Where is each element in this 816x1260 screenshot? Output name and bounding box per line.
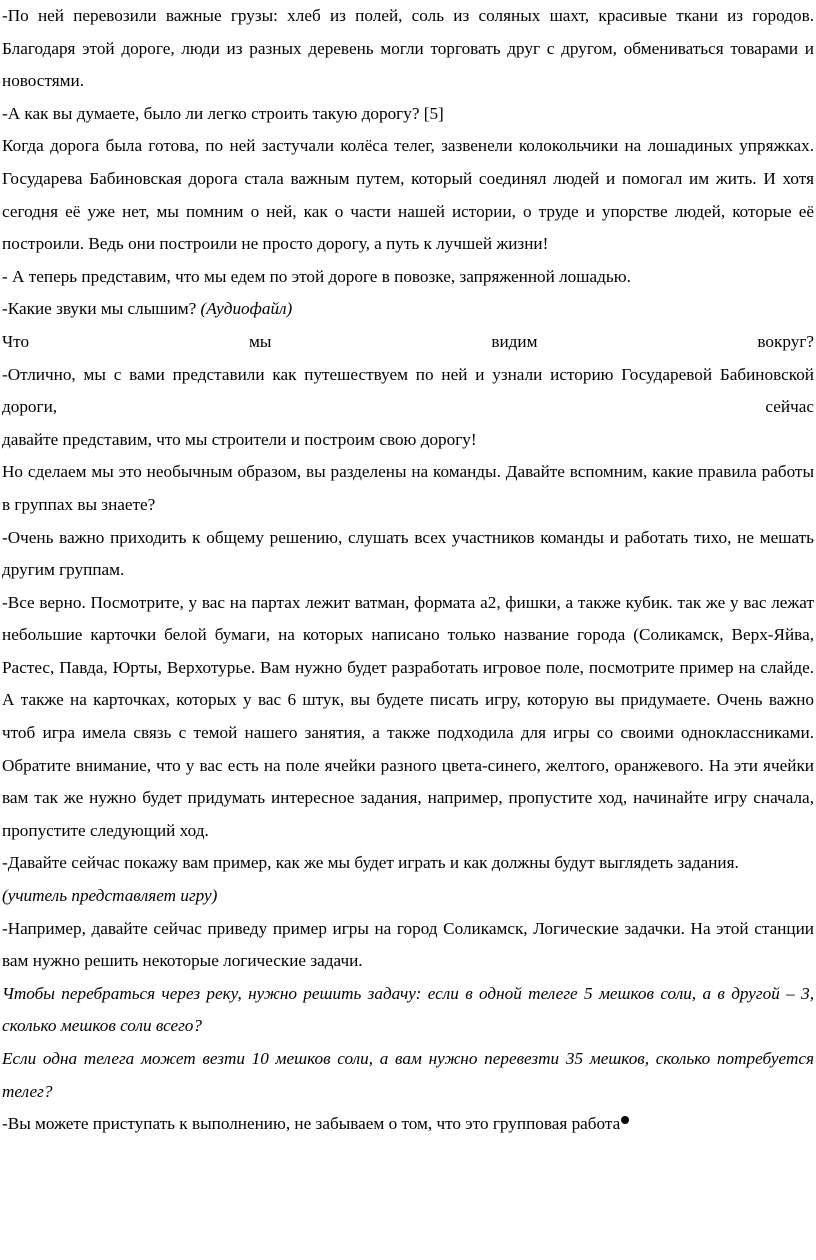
paragraph-builders: давайте представим, что мы строители и построим свою дорогу! xyxy=(2,429,477,449)
bullet-dot-icon xyxy=(621,1116,629,1124)
paragraph-example-intro: -Давайте сейчас покажу вам пример, как же мы будет играть и как должны будут выглядеть задания. xyxy=(2,853,739,873)
paragraph-cargo: -По ней перевозили важные грузы: хлеб из полей, соль из соляных шахт, красивые ткани из городов. Благодаря этой дороге, люди из разных деревень могли торговать друг с другом, обмениваться товарами и новостями. xyxy=(2,6,814,91)
paragraph-start-work xyxy=(2,1108,814,1141)
paragraph-task-description: -Все верно. Посмотрите, у вас на партах лежит ватман, формата а2, фишки, а также кубик. так же у вас лежат небольшие карточки белой бумаги, на которых написано только название города (Соликамск, Верх-Яйва, Растес, Павда, Юрты, Верхотурье. Вам нужно будет разработать игровое поле, посмотрите пример на слайде. А также на карточках, которых у вас 6 штук, вы будете писать игру, которую вы придумаете. Очень важно чтоб игра имела связь с темой нашего занятия, а также подходила для игры со своими одноклассниками. Обратите внимание, что у вас есть на поле ячейки разного цвета-синего, желтого, оранжевого. На эти ячейки вам так же нужно будет придумать интересное задания, например, пропустите ход, начинайте игру сначала, пропустите следующий ход. xyxy=(2,592,814,840)
paragraph-what-we-see: Что мы видим вокруг? xyxy=(2,331,814,351)
paragraph-excellent: -Отлично, мы с вами представили как путешествуем по ней и узнали историю Государевой Бабиновской дороги, сейчас xyxy=(2,364,814,417)
paragraph-group-rules: -Очень важно приходить к общему решению, слушать всех участников команды и работать тихо, не мешать другим группам. xyxy=(2,527,814,580)
paragraph-imagine-ride: - А теперь представим, что мы едем по этой дороге в повозке, запряженной лошадью. xyxy=(2,266,631,286)
paragraph-teacher-note: (учитель представляет игру) xyxy=(2,886,218,906)
paragraph-task-carts: Если одна телега может везти 10 мешков соли, а вам нужно перевезти 35 мешков, сколько потребуется телег? xyxy=(2,1049,814,1101)
paragraph-task-river: Чтобы перебраться через реку, нужно решить задачу: если в одной телеге 5 мешков соли, а в другой – 3, сколько мешков соли всего? xyxy=(2,983,814,1036)
audio-file-note: (Аудиофайл) xyxy=(200,299,293,319)
paragraph-solikamsk-example: -Например, давайте сейчас приведу пример игры на город Соликамск, Логические задачки. На этой станции вам нужно решить некоторые логические задачи. xyxy=(2,918,814,971)
paragraph-question-road: -А как вы думаете, было ли легко строить такую дорогу? [5] xyxy=(2,103,444,123)
paragraph-road-ready: Когда дорога была готова, по ней застучали колёса телег, зазвенели колокольчики на лошадиных упряжках. Государева Бабиновская дорога стала важным путем, который соединял людей и помогал им жить. И хотя сегодня её уже нет, мы помним о ней, как о части нашей истории, о труде и упорстве людей, которые её построили. Ведь они построили не просто дорогу, а путь к лучшей жизни! xyxy=(2,136,814,254)
paragraph-sounds-text: -Какие звуки мы слышим? xyxy=(2,299,201,319)
paragraph-teams: Но сделаем мы это необычным образом, вы разделены на команды. Давайте вспомним, какие правила работы в группах вы знаете? xyxy=(2,462,814,514)
paragraph-start-work-text: -Вы можете приступать к выполнению, не забываем о том, что это групповая работа xyxy=(2,1114,621,1134)
paragraph-sounds xyxy=(2,293,814,326)
